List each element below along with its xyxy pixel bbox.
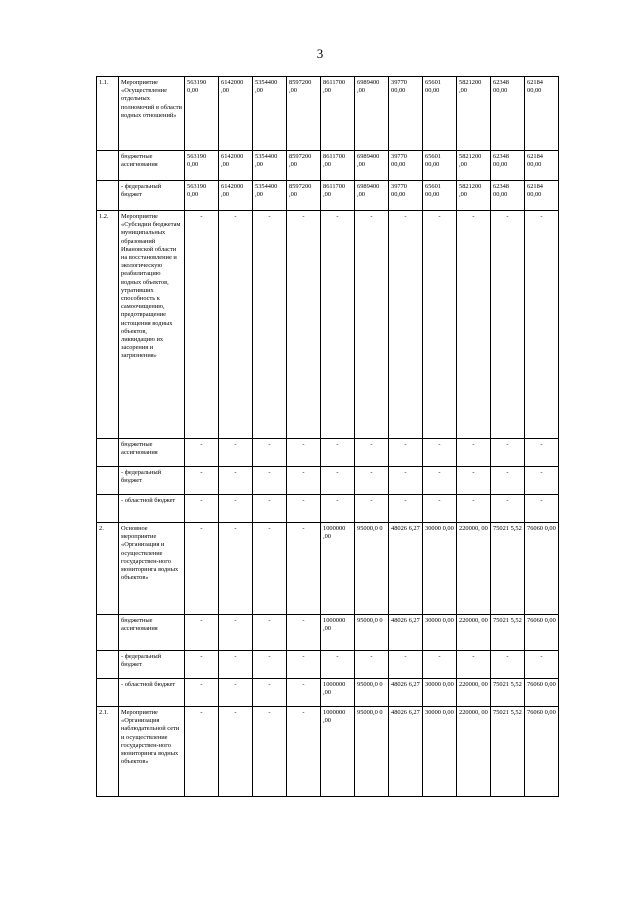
value-cell: 8597200 ,00 [287,77,321,151]
value-cell: - [423,467,457,495]
table-row [97,467,559,495]
value-cell: 76060 0,00 [525,707,559,797]
row-name: бюджетные ассигнования [119,439,185,467]
value-cell: - [219,651,253,679]
row-number [97,181,119,211]
value-cell: - [355,467,389,495]
value-cell: - [287,679,321,707]
value-cell: - [185,495,219,523]
value-cell: 220000, 00 [457,679,491,707]
value-cell: - [185,467,219,495]
table-row [97,211,559,439]
value-cell: 39770 00,00 [389,77,423,151]
value-cell: - [321,495,355,523]
value-cell: - [525,651,559,679]
value-cell: - [219,679,253,707]
value-cell: - [287,523,321,615]
table-row [97,439,559,467]
table-row [97,615,559,651]
value-cell: 62348 00,00 [491,181,525,211]
value-cell: 8611700 ,00 [321,181,355,211]
value-cell: - [219,707,253,797]
row-number: 2. [97,523,119,615]
table-row [97,651,559,679]
table-row [97,77,559,151]
value-cell: - [423,651,457,679]
value-cell: - [355,439,389,467]
value-cell: - [185,707,219,797]
value-cell: 65601 00,00 [423,77,457,151]
value-cell: 76060 0,00 [525,679,559,707]
value-cell: - [287,439,321,467]
value-cell: - [253,707,287,797]
row-number: 1.2. [97,211,119,439]
value-cell: - [321,211,355,439]
value-cell: 5821200 ,00 [457,151,491,181]
row-number: 2.1. [97,707,119,797]
value-cell: - [389,495,423,523]
value-cell: - [287,707,321,797]
value-cell: 6989400 ,00 [355,77,389,151]
value-cell: - [219,615,253,651]
value-cell: - [287,211,321,439]
value-cell: - [491,467,525,495]
row-number: 1.1. [97,77,119,151]
value-cell: - [423,495,457,523]
value-cell: - [457,439,491,467]
value-cell: 6989400 ,00 [355,181,389,211]
value-cell: - [219,211,253,439]
value-cell: 6142000 ,00 [219,181,253,211]
value-cell: - [525,467,559,495]
value-cell: 95000,0 0 [355,523,389,615]
row-name: - федеральный бюджет [119,181,185,211]
table-row [97,495,559,523]
value-cell: 65601 00,00 [423,151,457,181]
row-name: Основное мероприятие «Организация и осуществление государствен-ного мониторинга водных объектов» [119,523,185,615]
value-cell: - [321,651,355,679]
value-cell: - [491,651,525,679]
value-cell: - [355,651,389,679]
value-cell: 30000 0,00 [423,679,457,707]
value-cell: 95000,0 0 [355,679,389,707]
value-cell: 8611700 ,00 [321,77,355,151]
value-cell: 1000000 ,00 [321,707,355,797]
row-number [97,679,119,707]
row-name: Мероприятие «Осуществление отдельных полномочий в области водных отношений» [119,77,185,151]
value-cell: 5821200 ,00 [457,77,491,151]
value-cell: 563190 0,00 [185,151,219,181]
value-cell: - [525,495,559,523]
value-cell: - [185,679,219,707]
value-cell: - [457,467,491,495]
value-cell: - [253,439,287,467]
value-cell: - [185,439,219,467]
value-cell: 1000000 ,00 [321,615,355,651]
value-cell: - [287,495,321,523]
value-cell: 1000000 ,00 [321,679,355,707]
value-cell: 8597200 ,00 [287,181,321,211]
value-cell: - [389,211,423,439]
table-row [97,151,559,181]
value-cell: 39770 00,00 [389,181,423,211]
value-cell: 62348 00,00 [491,77,525,151]
value-cell: 48026 6,27 [389,523,423,615]
value-cell: - [253,495,287,523]
value-cell: 563190 0,00 [185,181,219,211]
value-cell: 220000, 00 [457,707,491,797]
value-cell: 30000 0,00 [423,707,457,797]
value-cell: 30000 0,00 [423,615,457,651]
value-cell: 62348 00,00 [491,151,525,181]
value-cell: - [253,211,287,439]
value-cell: - [185,651,219,679]
value-cell: - [389,439,423,467]
value-cell: 39770 00,00 [389,151,423,181]
page-number: 3 [316,46,324,61]
row-number [97,651,119,679]
row-name: бюджетные ассигнования [119,151,185,181]
value-cell: 95000,0 0 [355,707,389,797]
budget-table [96,76,559,797]
value-cell: - [491,211,525,439]
table-row [97,679,559,707]
value-cell: 75021 5,52 [491,679,525,707]
value-cell: - [219,439,253,467]
value-cell: - [423,439,457,467]
value-cell: 75021 5,52 [491,523,525,615]
table-row [97,181,559,211]
row-name: Мероприятие «Организация наблюдательной сети и осуществление государствен-ного мониторинга водных объектов» [119,707,185,797]
value-cell: 563190 0,00 [185,77,219,151]
value-cell: 76060 0,00 [525,615,559,651]
value-cell: 1000000 ,00 [321,523,355,615]
row-number [97,615,119,651]
value-cell: - [355,211,389,439]
value-cell: - [525,439,559,467]
value-cell: - [287,615,321,651]
value-cell: - [321,439,355,467]
row-name: - федеральный бюджет [119,467,185,495]
value-cell: - [219,495,253,523]
value-cell: 48026 6,27 [389,707,423,797]
table-row [97,707,559,797]
value-cell: - [253,615,287,651]
value-cell: - [253,651,287,679]
value-cell: 62184 00,00 [525,151,559,181]
value-cell: 220000, 00 [457,523,491,615]
row-name: бюджетные ассигнования [119,615,185,651]
value-cell: 76060 0,00 [525,523,559,615]
row-number [97,439,119,467]
value-cell: - [185,211,219,439]
value-cell: 75021 5,52 [491,707,525,797]
value-cell: - [457,651,491,679]
row-number [97,151,119,181]
value-cell: 6142000 ,00 [219,151,253,181]
value-cell: - [287,467,321,495]
value-cell: - [287,651,321,679]
value-cell: 95000,0 0 [355,615,389,651]
value-cell: 62184 00,00 [525,77,559,151]
value-cell: - [321,467,355,495]
value-cell: 48026 6,27 [389,615,423,651]
row-name: - федеральный бюджет [119,651,185,679]
value-cell: - [253,679,287,707]
value-cell: 8611700 ,00 [321,151,355,181]
row-name: - областной бюджет [119,495,185,523]
value-cell: - [219,523,253,615]
value-cell: - [355,495,389,523]
value-cell: 220000, 00 [457,615,491,651]
value-cell: 62184 00,00 [525,181,559,211]
value-cell: - [389,651,423,679]
table-row [97,523,559,615]
value-cell: - [185,615,219,651]
value-cell: - [185,523,219,615]
value-cell: 6142000 ,00 [219,77,253,151]
row-name: - областной бюджет [119,679,185,707]
value-cell: 5354400 ,00 [253,181,287,211]
value-cell: 65601 00,00 [423,181,457,211]
value-cell: - [491,495,525,523]
value-cell: - [423,211,457,439]
value-cell: 5354400 ,00 [253,151,287,181]
value-cell: 75021 5,52 [491,615,525,651]
value-cell: - [457,495,491,523]
value-cell: - [457,211,491,439]
value-cell: 5354400 ,00 [253,77,287,151]
row-name: Мероприятие «Субсидии бюджетам муниципальных образований Ивановской области на восстановление и экологическую реабилитацию водных объектов, утративших способность к самоочищению, предотвращение истощения водных объектов, ликвидацию их засорения и загрязнения» [119,211,185,439]
value-cell: - [253,467,287,495]
value-cell: - [525,211,559,439]
value-cell: 30000 0,00 [423,523,457,615]
value-cell: - [253,523,287,615]
value-cell: 6989400 ,00 [355,151,389,181]
value-cell: 5821200 ,00 [457,181,491,211]
value-cell: - [491,439,525,467]
value-cell: 48026 6,27 [389,679,423,707]
value-cell: 8597200 ,00 [287,151,321,181]
value-cell: - [389,467,423,495]
value-cell: - [219,467,253,495]
row-number [97,467,119,495]
row-number [97,495,119,523]
